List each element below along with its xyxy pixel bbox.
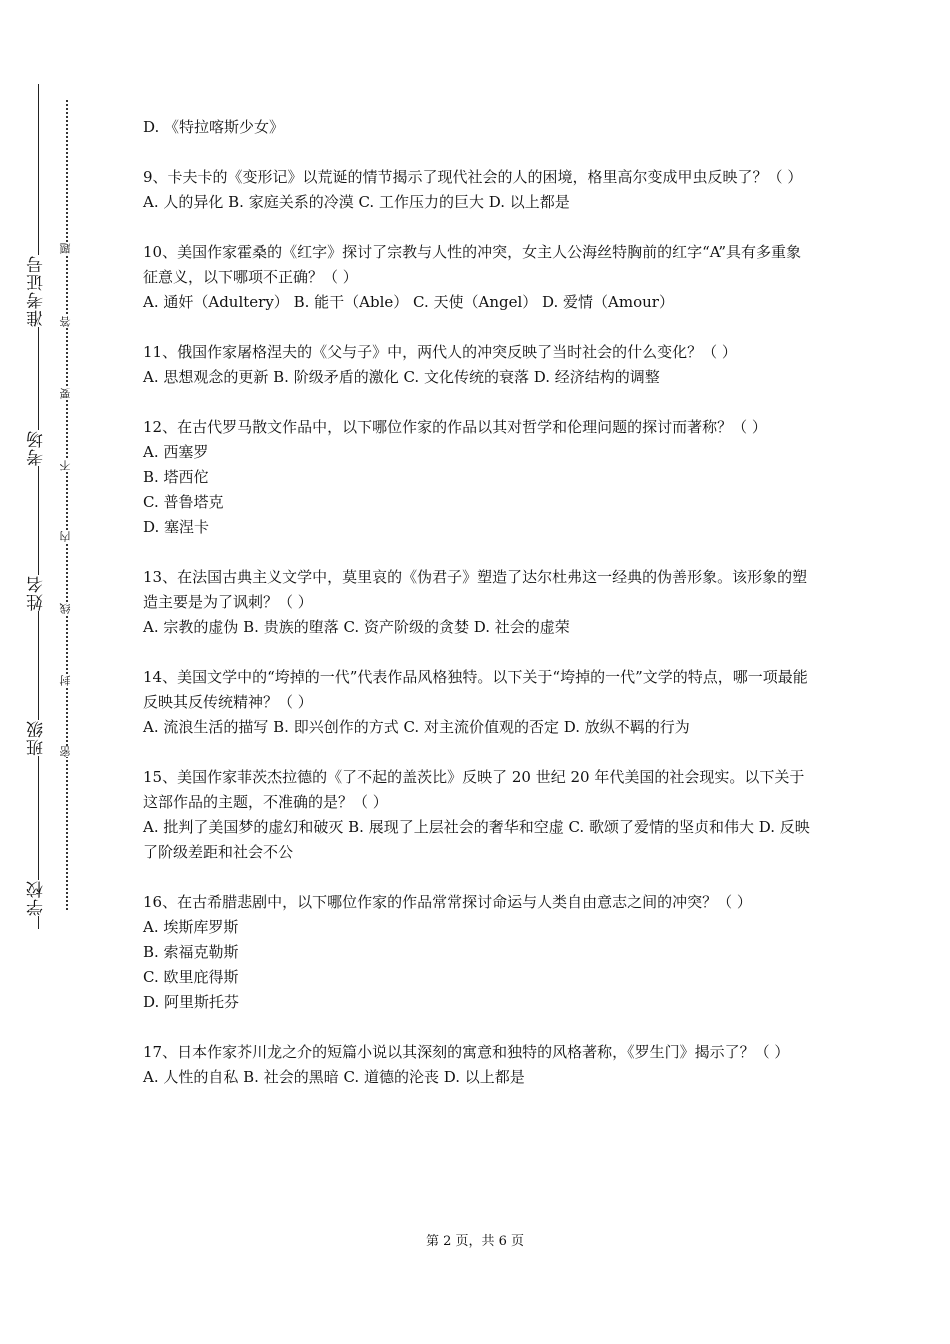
question-stem: 10、美国作家霍桑的《红字》探讨了宗教与人性的冲突，女主人公海丝特胸前的红字“A”具有多重象征意义，以下哪项不正确？（ ） xyxy=(143,243,802,286)
question-list xyxy=(143,115,813,1115)
binding-solid-line xyxy=(38,84,39,929)
seal-char: 密 xyxy=(59,746,72,757)
question-14 xyxy=(143,665,813,740)
question-10 xyxy=(143,240,813,315)
option-line: A. 通奸（Adultery） B. 能干（Able） C. 天使（Angel） D. 爱情（Amour） xyxy=(143,293,674,311)
question-stem: 14、美国文学中的“垮掉的一代”代表作品风格独特。以下关于“垮掉的一代”文学的特点，哪一项最能反映其反传统精神？（ ） xyxy=(143,668,808,711)
question-17 xyxy=(143,1040,813,1090)
option-d: D. 塞涅卡 xyxy=(143,518,210,536)
field-name-label: 姓名 xyxy=(24,575,52,611)
binding-dotted-line xyxy=(66,100,68,910)
option-line: A. 人性的自私 B. 社会的黑暗 C. 道德的沦丧 D. 以上都是 xyxy=(143,1068,525,1086)
option-line: A. 宗教的虚伪 B. 贵族的堕落 C. 资产阶级的贪婪 D. 社会的虚荣 xyxy=(143,618,570,636)
seal-char: 答 xyxy=(59,316,72,327)
question-13 xyxy=(143,565,813,640)
option-d: D. 阿里斯托芬 xyxy=(143,993,240,1011)
option-b: B. 塔西佗 xyxy=(143,468,209,486)
option-line: A. 批判了美国梦的虚幻和破灭 B. 展现了上层社会的奢华和空虚 C. 歌颂了爱情的坚贞和伟大 D. 反映了阶级差距和社会不公 xyxy=(143,818,810,861)
question-stem: 11、俄国作家屠格涅夫的《父与子》中，两代人的冲突反映了当时社会的什么变化？（ ） xyxy=(143,343,737,361)
seal-char: 要 xyxy=(59,388,72,399)
question-11 xyxy=(143,340,813,390)
question-stem: 15、美国作家菲茨杰拉德的《了不起的盖茨比》反映了 20 世纪 20 年代美国的社会现实。以下关于这部作品的主题，不准确的是？（ ） xyxy=(143,768,805,811)
field-school-label: 学校 xyxy=(24,880,52,916)
question-stem: 16、在古希腊悲剧中，以下哪位作家的作品常常探讨命运与人类自由意志之间的冲突？（ ） xyxy=(143,893,752,911)
question-15 xyxy=(143,765,813,865)
option-line: A. 流浪生活的描写 B. 即兴创作的方式 C. 对主流价值观的否定 D. 放纵不羁的行为 xyxy=(143,718,690,736)
question-stem: 13、在法国古典主义文学中，莫里哀的《伪君子》塑造了达尔杜弗这一经典的伪善形象。该形象的塑造主要是为了讽刺？（ ） xyxy=(143,568,808,611)
seal-char: 不 xyxy=(59,460,72,471)
question-stem: 12、在古代罗马散文作品中，以下哪位作家的作品以其对哲学和伦理问题的探讨而著称？（ ） xyxy=(143,418,767,436)
option-a: A. 埃斯库罗斯 xyxy=(143,918,239,936)
question-12 xyxy=(143,415,813,540)
question-16 xyxy=(143,890,813,1015)
field-exam-number-label: 准考证号 xyxy=(24,255,52,327)
option-line: D. 《特拉喀斯少女》 xyxy=(143,118,285,136)
field-exam-room-label: 考场 xyxy=(24,430,52,466)
seal-char: 线 xyxy=(59,603,72,614)
option-line: A. 人的异化 B. 家庭关系的冷漠 C. 工作压力的巨大 D. 以上都是 xyxy=(143,193,570,211)
option-line: A. 思想观念的更新 B. 阶级矛盾的激化 C. 文化传统的衰落 D. 经济结构的调整 xyxy=(143,368,660,386)
prev-question-tail xyxy=(143,115,813,140)
question-stem: 9、卡夫卡的《变形记》以荒诞的情节揭示了现代社会的人的困境，格里高尔变成甲虫反映了？（ ） xyxy=(143,168,803,186)
question-stem: 17、日本作家芥川龙之介的短篇小说以其深刻的寓意和独特的风格著称，《罗生门》揭示了？（ ） xyxy=(143,1043,790,1061)
option-c: C. 普鲁塔克 xyxy=(143,493,224,511)
seal-char: 内 xyxy=(59,531,72,542)
seal-char: 封 xyxy=(59,675,72,686)
binding-margin xyxy=(0,0,90,1344)
option-b: B. 索福克勒斯 xyxy=(143,943,239,961)
option-c: C. 欧里庇得斯 xyxy=(143,968,239,986)
page-number-footer: 第 2 页，共 6 页 xyxy=(425,1234,525,1249)
question-9 xyxy=(143,165,813,215)
seal-char: 题 xyxy=(59,243,72,254)
field-class-label: 班级 xyxy=(24,720,52,756)
option-a: A. 西塞罗 xyxy=(143,443,209,461)
